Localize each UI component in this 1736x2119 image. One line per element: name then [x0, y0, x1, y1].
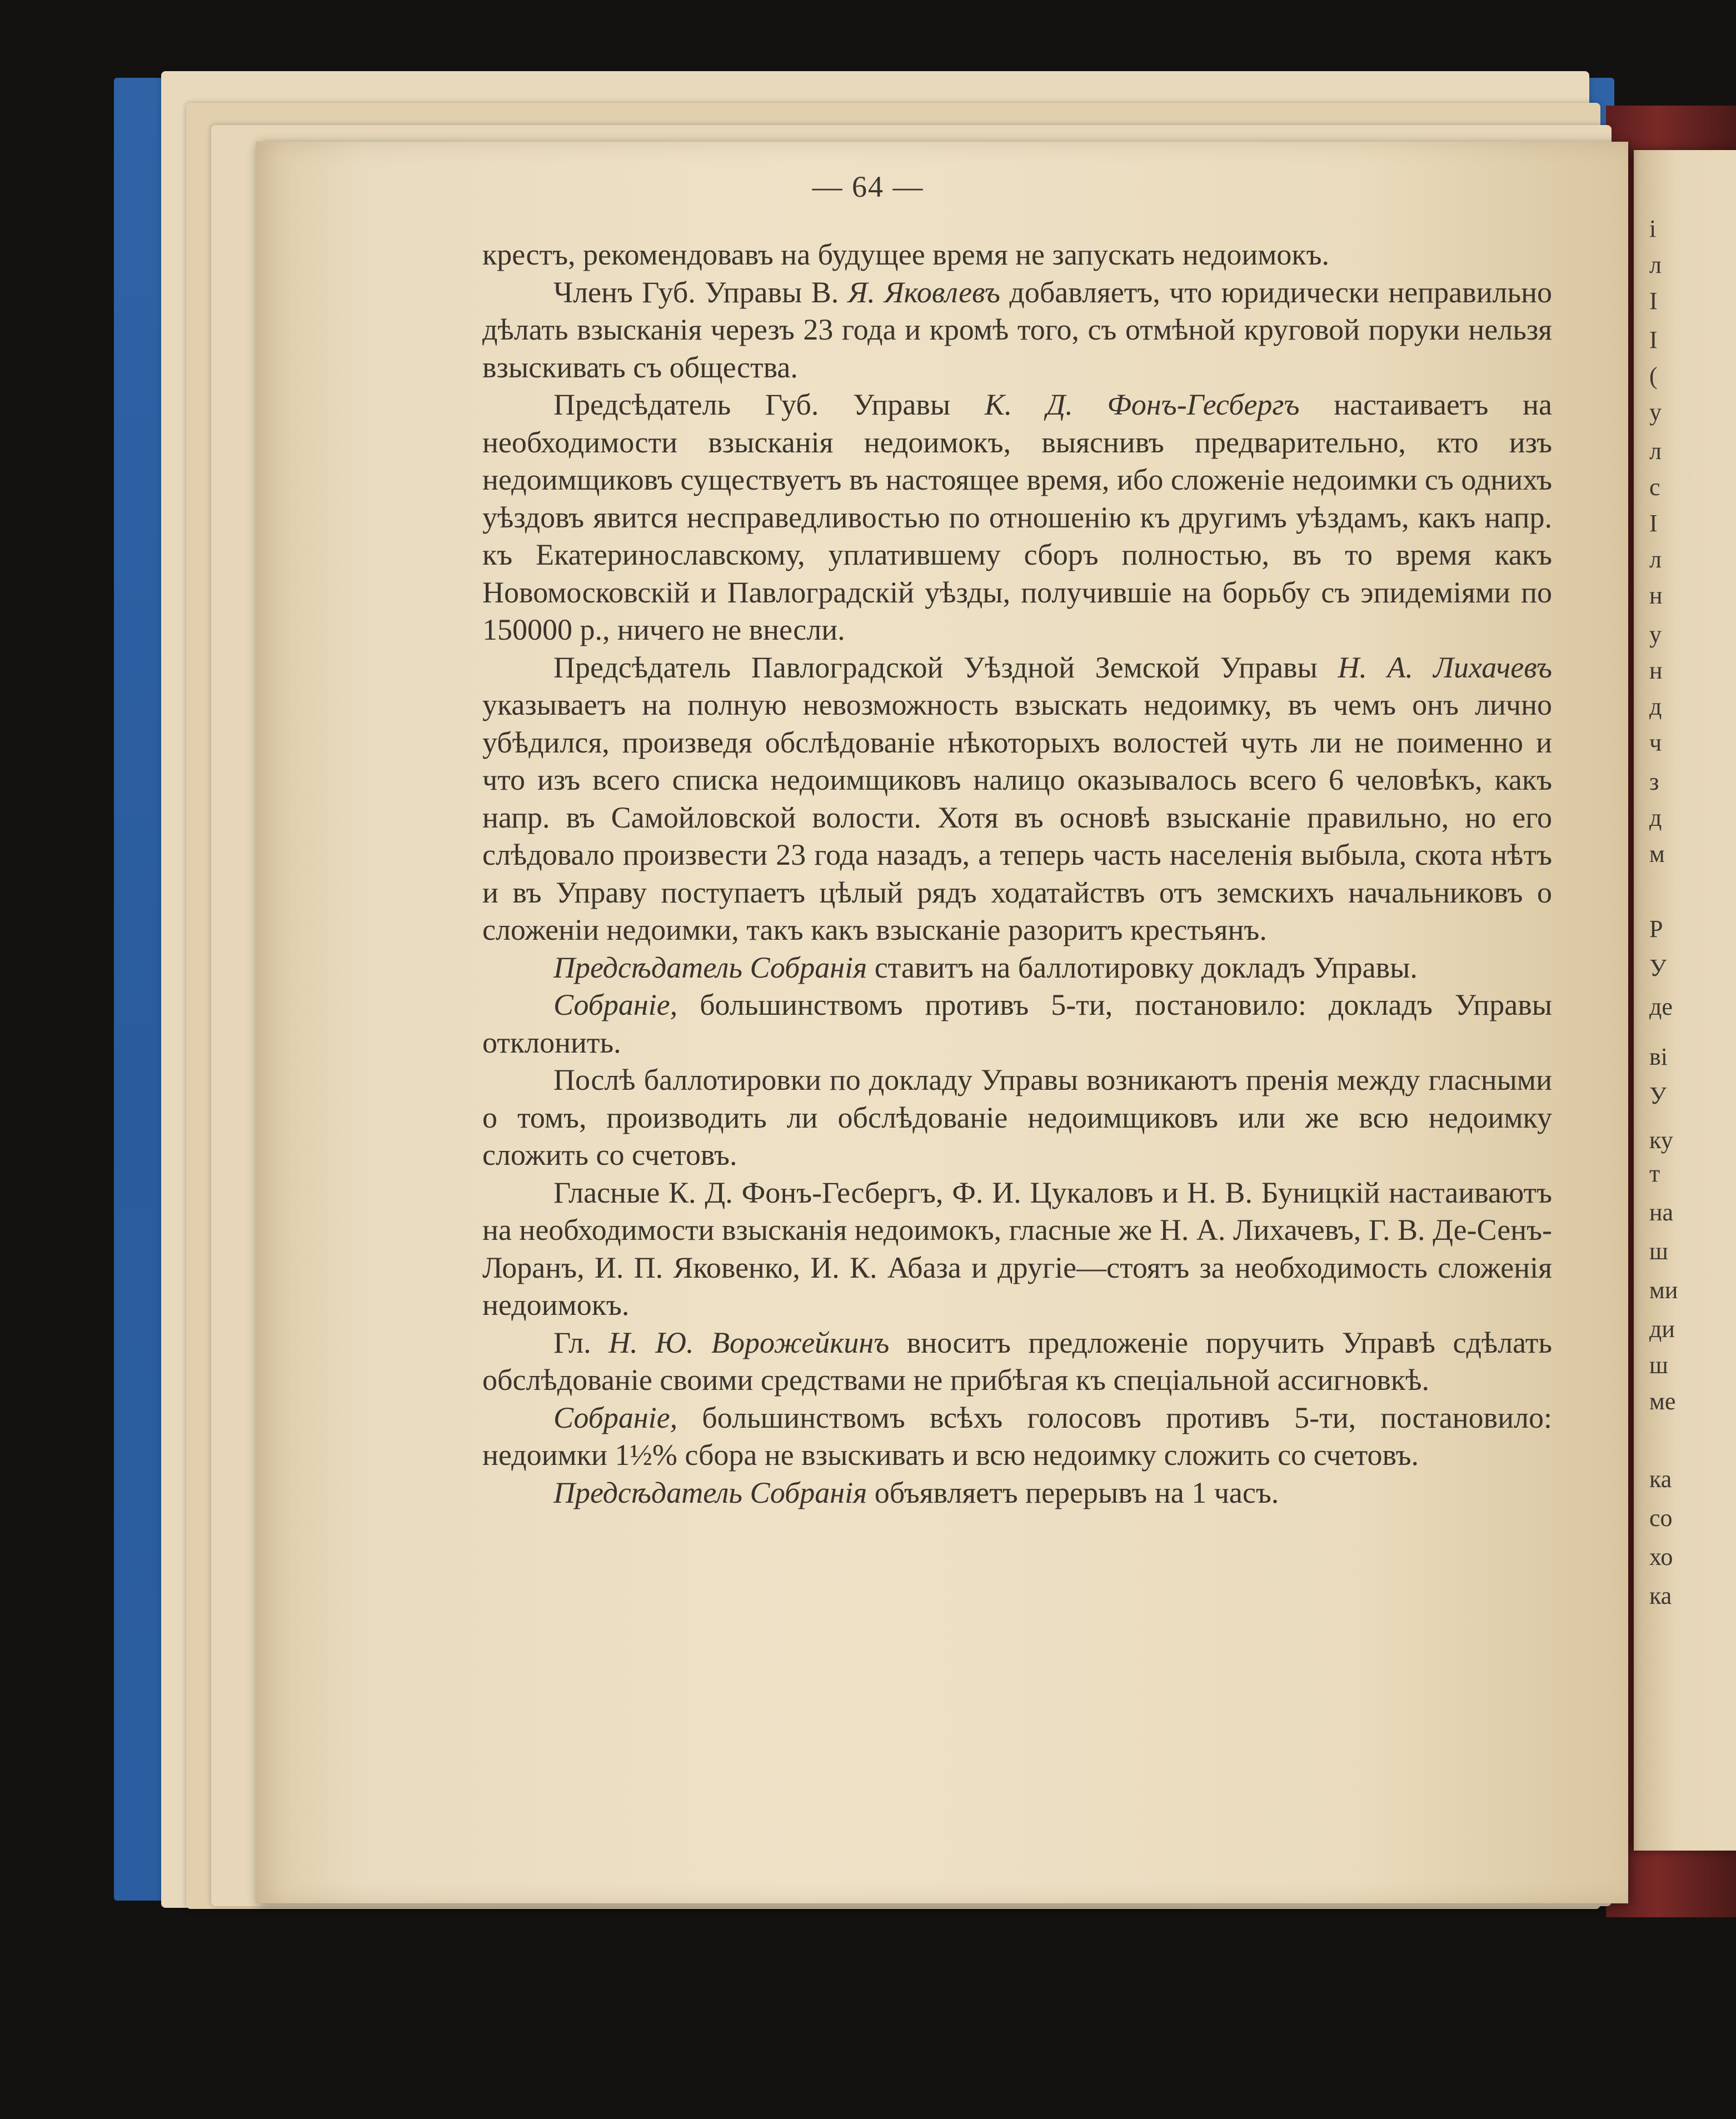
text-run: добавляетъ, что юридически неправильно дѣлать взысканія черезъ 23 года и кромѣ того, съ отмѣной круговой поруки нельзя взыскивать съ общества.	[482, 275, 1552, 384]
paragraph	[482, 1399, 1552, 1474]
facing-line-fragment: ме	[1649, 1388, 1676, 1415]
italic-name: Н. А. Лихачевъ	[1338, 650, 1552, 684]
text-run: настаиваетъ на необходимости взысканія недоимокъ, выяснивъ предварительно, кто изъ недоимщиковъ существуетъ въ настоящее время, ибо сложеніе недоимки съ однихъ уѣздовъ явится несправедливостью по отношенію къ другимъ уѣздамъ, какъ напр. къ Екатеринославскому, уплатившему сборъ полностью, въ то время какъ Новомосковскій и Павлоградскій уѣзды, получившіе на борьбу съ эпидеміями по 150000 р., ничего не внесли.	[482, 388, 1552, 646]
text-run: большинствомъ всѣхъ голосовъ противъ 5-ти, постановило: недоимки 1½% сбора не взыскивать и всю недоимку сложить со счетовъ.	[482, 1400, 1552, 1472]
facing-line-fragment: у	[1649, 621, 1662, 648]
facing-line-fragment: ди	[1649, 1315, 1675, 1343]
italic-name: Предсѣдатель Собранія	[553, 1475, 867, 1509]
facing-line-fragment: ку	[1649, 1126, 1673, 1154]
facing-line-fragment: ми	[1649, 1277, 1678, 1304]
text-run: Гласные К. Д. Фонъ-Гесбергъ, Ф. И. Цукаловъ и Н. В. Буницкій настаиваютъ на необходимости взысканія недоимокъ, гласные же Н. А. Лихачевъ, Г. В. Де-Сенъ-Лоранъ, И. П. Яковенко, И. К. Абаза и другіе—стоятъ за необходимость сложенія недоимокъ.	[482, 1175, 1552, 1322]
facing-line-fragment: со	[1649, 1504, 1673, 1532]
page-number: — 64 —	[812, 170, 924, 203]
paragraph	[482, 649, 1552, 949]
facing-line-fragment: Р	[1649, 915, 1663, 943]
paragraph	[482, 1174, 1552, 1324]
text-run: объявляетъ перерывъ на 1 часъ.	[867, 1475, 1279, 1509]
text-run: Послѣ баллотировки по докладу Управы возникаютъ пренія между гласными о томъ, производить ли обслѣдованіе недоимщиковъ или же всю недоимку сложить со счетовъ.	[482, 1063, 1552, 1171]
facing-line-fragment: де	[1649, 993, 1673, 1020]
text-run: большинствомъ противъ 5-ти, постановило: докладъ Управы отклонить.	[482, 988, 1552, 1059]
facing-line-fragment: д	[1649, 693, 1662, 720]
facing-line-fragment: ш	[1649, 1238, 1668, 1265]
facing-line-fragment: ка	[1649, 1465, 1672, 1493]
text-run: указываетъ на полную невозможность взыскать недоимку, въ чемъ онъ лично убѣдился, произведя обслѣдованіе нѣкоторыхъ волостей чуть ли не поименно и что изъ всего списка недоимщиковъ налицо оказывалось всего 6 человѣкъ, какъ напр. въ Самойловской волости. Хотя въ основѣ взысканіе правильно, но его слѣдовало произвести 23 года назадъ, а теперь часть населенія выбыла, скота нѣтъ и въ Управу поступаетъ цѣлый рядъ ходатайствъ отъ земскихъ начальниковъ о сложеніи недоимки, такъ какъ взысканіе разоритъ крестьянъ.	[482, 688, 1552, 946]
facing-line-fragment: з	[1649, 768, 1659, 795]
italic-name: Собраніе,	[553, 988, 678, 1021]
facing-page	[1634, 150, 1736, 1851]
text-run: Членъ Губ. Управы В.	[553, 275, 848, 309]
text-run: ставитъ на баллотировку докладъ Управы.	[867, 950, 1418, 984]
facing-line-fragment: І	[1649, 287, 1658, 315]
paragraph	[482, 1061, 1552, 1174]
paragraph	[482, 386, 1552, 649]
italic-name: К. Д. Фонъ-Гесбергъ	[984, 388, 1300, 421]
italic-name: Собраніе,	[553, 1400, 678, 1434]
paragraph	[482, 986, 1552, 1061]
facing-line-fragment: л	[1649, 437, 1662, 465]
facing-line-fragment: (	[1649, 362, 1658, 390]
facing-line-fragment: І	[1649, 326, 1658, 353]
paragraph	[482, 1324, 1552, 1399]
facing-line-fragment: с	[1649, 473, 1660, 501]
paragraph	[482, 274, 1552, 387]
facing-line-fragment: у	[1649, 398, 1662, 426]
facing-line-fragment: д	[1649, 804, 1662, 831]
facing-line-fragment: л	[1649, 546, 1662, 573]
facing-line-fragment: л	[1649, 251, 1662, 278]
facing-line-fragment: У	[1649, 954, 1667, 981]
facing-line-fragment: м	[1649, 840, 1665, 867]
facing-line-fragment: ш	[1649, 1352, 1668, 1379]
italic-name: Предсѣдатель Собранія	[553, 950, 867, 984]
paragraph	[482, 236, 1552, 274]
page-text	[482, 236, 1552, 1512]
text-run: крестъ, рекомендовавъ на будущее время не запускать недоимокъ.	[482, 238, 1330, 271]
facing-line-fragment: і	[1649, 215, 1657, 242]
facing-line-fragment: ві	[1649, 1043, 1668, 1070]
facing-line-fragment: на	[1649, 1199, 1674, 1226]
text-run: Гл.	[553, 1325, 609, 1359]
italic-name: Я. Яковлевъ	[847, 275, 1000, 309]
paragraph	[482, 949, 1552, 987]
paragraph	[482, 1474, 1552, 1512]
facing-line-fragment: н	[1649, 582, 1663, 609]
facing-line-fragment: хо	[1649, 1543, 1673, 1570]
facing-line-fragment: ч	[1649, 729, 1662, 756]
text-run: Предсѣдатель Губ. Управы	[553, 388, 985, 421]
facing-line-fragment: т	[1649, 1160, 1660, 1187]
text-run: Предсѣдатель Павлоградской Уѣздной Земской Управы	[553, 650, 1338, 684]
facing-line-fragment: У	[1649, 1082, 1667, 1109]
italic-name: Н. Ю. Ворожейкинъ	[608, 1325, 890, 1359]
facing-line-fragment: н	[1649, 657, 1663, 684]
facing-line-fragment: І	[1649, 510, 1658, 537]
text-run: вноситъ предложеніе поручить Управѣ сдѣлать обслѣдованіе своими средствами не прибѣгая къ спеціальной ассигновкѣ.	[482, 1325, 1552, 1397]
facing-line-fragment: ка	[1649, 1582, 1672, 1609]
